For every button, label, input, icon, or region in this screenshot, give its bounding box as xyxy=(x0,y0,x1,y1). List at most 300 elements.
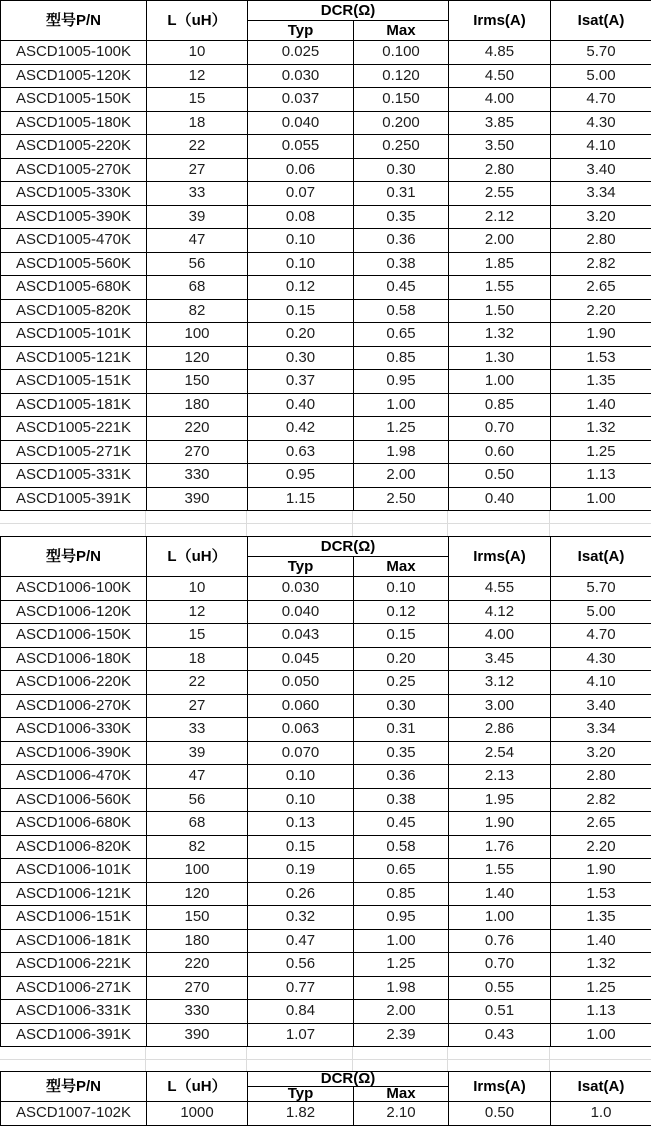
irms-cell: 0.50 xyxy=(449,464,551,488)
table-row xyxy=(1,276,651,300)
irms-cell: 3.45 xyxy=(449,647,551,671)
dcr-typ-cell: 1.07 xyxy=(248,1023,354,1047)
part-number-cell: ASCD1005-120K xyxy=(1,64,147,88)
dcr-max-cell: 0.12 xyxy=(354,600,449,624)
dcr-typ-cell: 0.025 xyxy=(248,41,354,65)
table-row xyxy=(1,953,651,977)
dcr-typ-cell: 0.030 xyxy=(248,64,354,88)
col-header-isat: Isat(A) xyxy=(551,537,651,577)
inductance-cell: 56 xyxy=(147,788,248,812)
table-row xyxy=(1,299,651,323)
irms-cell: 4.00 xyxy=(449,88,551,112)
table-row xyxy=(1,1102,651,1126)
irms-cell: 0.70 xyxy=(449,953,551,977)
table-row xyxy=(1,205,651,229)
isat-cell: 3.20 xyxy=(551,205,651,229)
irms-cell: 1.85 xyxy=(449,252,551,276)
dcr-max-cell: 0.30 xyxy=(354,694,449,718)
inductance-cell: 120 xyxy=(147,346,248,370)
dcr-typ-cell: 0.42 xyxy=(248,417,354,441)
dcr-max-cell: 0.15 xyxy=(354,624,449,648)
inductance-cell: 1000 xyxy=(147,1102,248,1126)
part-number-cell: ASCD1007-102K xyxy=(1,1102,147,1126)
table-row xyxy=(1,1023,651,1047)
isat-cell: 1.90 xyxy=(551,859,651,883)
dcr-max-cell: 0.85 xyxy=(354,346,449,370)
dcr-typ-cell: 0.063 xyxy=(248,718,354,742)
isat-cell: 3.40 xyxy=(551,158,651,182)
dcr-typ-cell: 0.32 xyxy=(248,906,354,930)
isat-cell: 1.40 xyxy=(551,929,651,953)
dcr-typ-cell: 0.070 xyxy=(248,741,354,765)
irms-cell: 1.76 xyxy=(449,835,551,859)
part-number-cell: ASCD1005-330K xyxy=(1,182,147,206)
part-number-cell: ASCD1005-270K xyxy=(1,158,147,182)
part-number-cell: ASCD1005-100K xyxy=(1,41,147,65)
irms-cell: 3.50 xyxy=(449,135,551,159)
isat-cell: 3.34 xyxy=(551,182,651,206)
isat-cell: 4.30 xyxy=(551,111,651,135)
isat-cell: 5.00 xyxy=(551,64,651,88)
isat-cell: 1.25 xyxy=(551,976,651,1000)
irms-cell: 2.00 xyxy=(449,229,551,253)
col-header-irms: Irms(A) xyxy=(449,1,551,41)
dcr-typ-cell: 0.037 xyxy=(248,88,354,112)
isat-cell: 3.40 xyxy=(551,694,651,718)
dcr-typ-cell: 0.13 xyxy=(248,812,354,836)
dcr-typ-cell: 0.26 xyxy=(248,882,354,906)
dcr-max-cell: 0.20 xyxy=(354,647,449,671)
irms-cell: 0.76 xyxy=(449,929,551,953)
isat-cell: 1.90 xyxy=(551,323,651,347)
irms-cell: 2.13 xyxy=(449,765,551,789)
dcr-max-cell: 0.65 xyxy=(354,859,449,883)
part-number-cell: ASCD1005-390K xyxy=(1,205,147,229)
table-row xyxy=(1,624,651,648)
dcr-typ-cell: 0.95 xyxy=(248,464,354,488)
dcr-max-cell: 0.45 xyxy=(354,276,449,300)
dcr-typ-cell: 0.045 xyxy=(248,647,354,671)
col-header-inductance: L（uH） xyxy=(147,537,248,577)
irms-cell: 4.50 xyxy=(449,64,551,88)
table-row xyxy=(1,1000,651,1024)
dcr-max-cell: 0.38 xyxy=(354,788,449,812)
part-number-cell: ASCD1005-820K xyxy=(1,299,147,323)
table-row xyxy=(1,694,651,718)
col-header-part-number: 型号P/N xyxy=(1,537,147,577)
dcr-typ-cell: 0.060 xyxy=(248,694,354,718)
inductance-cell: 56 xyxy=(147,252,248,276)
col-header-dcr: DCR(Ω) xyxy=(248,1072,449,1087)
isat-cell: 1.53 xyxy=(551,882,651,906)
irms-cell: 1.95 xyxy=(449,788,551,812)
part-number-cell: ASCD1005-151K xyxy=(1,370,147,394)
dcr-typ-cell: 0.84 xyxy=(248,1000,354,1024)
part-number-cell: ASCD1006-390K xyxy=(1,741,147,765)
irms-cell: 2.54 xyxy=(449,741,551,765)
dcr-typ-cell: 0.37 xyxy=(248,370,354,394)
dcr-typ-cell: 0.10 xyxy=(248,788,354,812)
isat-cell: 4.70 xyxy=(551,624,651,648)
irms-cell: 3.12 xyxy=(449,671,551,695)
inductance-cell: 27 xyxy=(147,158,248,182)
table-row xyxy=(1,600,651,624)
dcr-max-cell: 0.85 xyxy=(354,882,449,906)
col-header-inductance: L（uH） xyxy=(147,1072,248,1102)
dcr-max-cell: 2.00 xyxy=(354,1000,449,1024)
part-number-cell: ASCD1006-101K xyxy=(1,859,147,883)
irms-cell: 1.30 xyxy=(449,346,551,370)
dcr-max-cell: 1.98 xyxy=(354,976,449,1000)
dcr-typ-cell: 0.040 xyxy=(248,600,354,624)
table-gap xyxy=(0,511,651,536)
isat-cell: 2.65 xyxy=(551,276,651,300)
inductance-cell: 180 xyxy=(147,929,248,953)
col-header-part-number: 型号P/N xyxy=(1,1072,147,1102)
table-row xyxy=(1,765,651,789)
dcr-typ-cell: 0.19 xyxy=(248,859,354,883)
dcr-typ-cell: 0.40 xyxy=(248,393,354,417)
part-number-cell: ASCD1005-271K xyxy=(1,440,147,464)
dcr-typ-cell: 0.56 xyxy=(248,953,354,977)
dcr-max-cell: 0.36 xyxy=(354,765,449,789)
col-header-inductance: L（uH） xyxy=(147,1,248,41)
isat-cell: 1.0 xyxy=(551,1102,651,1126)
part-number-cell: ASCD1005-101K xyxy=(1,323,147,347)
part-number-cell: ASCD1006-470K xyxy=(1,765,147,789)
table-row xyxy=(1,812,651,836)
part-number-cell: ASCD1005-181K xyxy=(1,393,147,417)
isat-cell: 1.40 xyxy=(551,393,651,417)
isat-cell: 1.35 xyxy=(551,370,651,394)
dcr-max-cell: 2.50 xyxy=(354,487,449,511)
inductance-cell: 27 xyxy=(147,694,248,718)
dcr-max-cell: 0.150 xyxy=(354,88,449,112)
part-number-cell: ASCD1006-220K xyxy=(1,671,147,695)
isat-cell: 1.35 xyxy=(551,906,651,930)
irms-cell: 4.55 xyxy=(449,577,551,601)
irms-cell: 1.55 xyxy=(449,276,551,300)
table-gap xyxy=(0,1047,651,1071)
dcr-typ-cell: 0.47 xyxy=(248,929,354,953)
dcr-typ-cell: 0.050 xyxy=(248,671,354,695)
irms-cell: 0.55 xyxy=(449,976,551,1000)
part-number-cell: ASCD1005-221K xyxy=(1,417,147,441)
dcr-typ-cell: 0.12 xyxy=(248,276,354,300)
irms-cell: 1.40 xyxy=(449,882,551,906)
irms-cell: 0.70 xyxy=(449,417,551,441)
dcr-max-cell: 1.00 xyxy=(354,393,449,417)
irms-cell: 2.55 xyxy=(449,182,551,206)
dcr-typ-cell: 0.08 xyxy=(248,205,354,229)
inductance-cell: 12 xyxy=(147,600,248,624)
table-row xyxy=(1,671,651,695)
table-row xyxy=(1,41,651,65)
part-number-cell: ASCD1005-470K xyxy=(1,229,147,253)
part-number-cell: ASCD1005-121K xyxy=(1,346,147,370)
isat-cell: 5.70 xyxy=(551,41,651,65)
dcr-typ-cell: 0.63 xyxy=(248,440,354,464)
part-number-cell: ASCD1006-680K xyxy=(1,812,147,836)
irms-cell: 0.40 xyxy=(449,487,551,511)
isat-cell: 2.80 xyxy=(551,229,651,253)
part-number-cell: ASCD1006-820K xyxy=(1,835,147,859)
inductance-cell: 120 xyxy=(147,882,248,906)
part-number-cell: ASCD1006-120K xyxy=(1,600,147,624)
header-row-1 xyxy=(1,1072,651,1087)
table-row xyxy=(1,464,651,488)
dcr-typ-cell: 0.10 xyxy=(248,252,354,276)
part-number-cell: ASCD1006-150K xyxy=(1,624,147,648)
table-row xyxy=(1,135,651,159)
inductance-cell: 330 xyxy=(147,464,248,488)
isat-cell: 2.65 xyxy=(551,812,651,836)
isat-cell: 1.13 xyxy=(551,1000,651,1024)
table-row xyxy=(1,393,651,417)
inductance-cell: 330 xyxy=(147,1000,248,1024)
part-number-cell: ASCD1006-221K xyxy=(1,953,147,977)
inductance-cell: 390 xyxy=(147,487,248,511)
dcr-max-cell: 0.35 xyxy=(354,205,449,229)
part-number-cell: ASCD1006-331K xyxy=(1,1000,147,1024)
dcr-typ-cell: 1.15 xyxy=(248,487,354,511)
isat-cell: 5.70 xyxy=(551,577,651,601)
dcr-typ-cell: 0.15 xyxy=(248,299,354,323)
inductance-cell: 15 xyxy=(147,624,248,648)
dcr-max-cell: 1.25 xyxy=(354,953,449,977)
col-header-dcr-max: Max xyxy=(354,1087,449,1102)
col-header-dcr: DCR(Ω) xyxy=(248,537,449,557)
irms-cell: 3.85 xyxy=(449,111,551,135)
part-number-cell: ASCD1006-270K xyxy=(1,694,147,718)
dcr-max-cell: 1.25 xyxy=(354,417,449,441)
table-row xyxy=(1,882,651,906)
dcr-typ-cell: 0.06 xyxy=(248,158,354,182)
table-row xyxy=(1,859,651,883)
irms-cell: 2.12 xyxy=(449,205,551,229)
inductance-cell: 180 xyxy=(147,393,248,417)
dcr-typ-cell: 0.20 xyxy=(248,323,354,347)
inductance-cell: 100 xyxy=(147,323,248,347)
spec-table-ascd1006 xyxy=(0,536,651,1047)
inductance-cell: 270 xyxy=(147,976,248,1000)
irms-cell: 1.55 xyxy=(449,859,551,883)
dcr-max-cell: 0.36 xyxy=(354,229,449,253)
table-row xyxy=(1,417,651,441)
col-header-irms: Irms(A) xyxy=(449,537,551,577)
inductance-cell: 150 xyxy=(147,370,248,394)
inductance-cell: 33 xyxy=(147,182,248,206)
dcr-max-cell: 0.58 xyxy=(354,835,449,859)
table-row xyxy=(1,718,651,742)
irms-cell: 0.51 xyxy=(449,1000,551,1024)
inductance-cell: 10 xyxy=(147,577,248,601)
col-header-irms: Irms(A) xyxy=(449,1072,551,1102)
part-number-cell: ASCD1006-121K xyxy=(1,882,147,906)
dcr-max-cell: 0.65 xyxy=(354,323,449,347)
part-number-cell: ASCD1006-181K xyxy=(1,929,147,953)
part-number-cell: ASCD1005-680K xyxy=(1,276,147,300)
irms-cell: 1.90 xyxy=(449,812,551,836)
isat-cell: 3.34 xyxy=(551,718,651,742)
irms-cell: 2.80 xyxy=(449,158,551,182)
dcr-typ-cell: 0.055 xyxy=(248,135,354,159)
table-row xyxy=(1,976,651,1000)
inductance-cell: 22 xyxy=(147,135,248,159)
table-row xyxy=(1,323,651,347)
part-number-cell: ASCD1005-220K xyxy=(1,135,147,159)
inductance-cell: 82 xyxy=(147,299,248,323)
irms-cell: 1.32 xyxy=(449,323,551,347)
col-header-dcr-typ: Typ xyxy=(248,21,354,41)
dcr-max-cell: 0.31 xyxy=(354,718,449,742)
part-number-cell: ASCD1006-100K xyxy=(1,577,147,601)
dcr-max-cell: 0.95 xyxy=(354,370,449,394)
col-header-isat: Isat(A) xyxy=(551,1072,651,1102)
inductance-cell: 18 xyxy=(147,647,248,671)
table-row xyxy=(1,487,651,511)
dcr-max-cell: 0.38 xyxy=(354,252,449,276)
table-row xyxy=(1,788,651,812)
isat-cell: 1.00 xyxy=(551,1023,651,1047)
dcr-max-cell: 0.250 xyxy=(354,135,449,159)
isat-cell: 2.20 xyxy=(551,299,651,323)
dcr-max-cell: 0.95 xyxy=(354,906,449,930)
irms-cell: 1.00 xyxy=(449,906,551,930)
dcr-max-cell: 0.200 xyxy=(354,111,449,135)
table-row xyxy=(1,906,651,930)
inductance-cell: 68 xyxy=(147,276,248,300)
irms-cell: 0.60 xyxy=(449,440,551,464)
dcr-max-cell: 1.98 xyxy=(354,440,449,464)
part-number-cell: ASCD1005-180K xyxy=(1,111,147,135)
dcr-max-cell: 0.25 xyxy=(354,671,449,695)
irms-cell: 1.50 xyxy=(449,299,551,323)
isat-cell: 2.80 xyxy=(551,765,651,789)
dcr-max-cell: 2.00 xyxy=(354,464,449,488)
table-row xyxy=(1,64,651,88)
dcr-typ-cell: 0.15 xyxy=(248,835,354,859)
table-row xyxy=(1,111,651,135)
table-row xyxy=(1,252,651,276)
col-header-dcr: DCR(Ω) xyxy=(248,1,449,21)
dcr-max-cell: 0.100 xyxy=(354,41,449,65)
dcr-typ-cell: 0.030 xyxy=(248,577,354,601)
isat-cell: 4.30 xyxy=(551,647,651,671)
table-row xyxy=(1,88,651,112)
col-header-part-number: 型号P/N xyxy=(1,1,147,41)
part-number-cell: ASCD1006-180K xyxy=(1,647,147,671)
isat-cell: 1.32 xyxy=(551,417,651,441)
part-number-cell: ASCD1005-150K xyxy=(1,88,147,112)
isat-cell: 4.10 xyxy=(551,671,651,695)
dcr-typ-cell: 0.07 xyxy=(248,182,354,206)
irms-cell: 0.85 xyxy=(449,393,551,417)
isat-cell: 1.25 xyxy=(551,440,651,464)
inductance-cell: 100 xyxy=(147,859,248,883)
col-header-dcr-max: Max xyxy=(354,557,449,577)
irms-cell: 0.50 xyxy=(449,1102,551,1126)
dcr-max-cell: 0.45 xyxy=(354,812,449,836)
dcr-max-cell: 0.35 xyxy=(354,741,449,765)
col-header-dcr-typ: Typ xyxy=(248,557,354,577)
part-number-cell: ASCD1006-560K xyxy=(1,788,147,812)
inductance-cell: 270 xyxy=(147,440,248,464)
inductance-cell: 390 xyxy=(147,1023,248,1047)
irms-cell: 0.43 xyxy=(449,1023,551,1047)
dcr-max-cell: 2.39 xyxy=(354,1023,449,1047)
col-header-isat: Isat(A) xyxy=(551,1,651,41)
inductance-cell: 82 xyxy=(147,835,248,859)
isat-cell: 2.82 xyxy=(551,788,651,812)
isat-cell: 1.53 xyxy=(551,346,651,370)
inductance-cell: 47 xyxy=(147,229,248,253)
inductance-cell: 220 xyxy=(147,953,248,977)
dcr-typ-cell: 0.043 xyxy=(248,624,354,648)
irms-cell: 4.85 xyxy=(449,41,551,65)
inductance-cell: 150 xyxy=(147,906,248,930)
dcr-typ-cell: 0.10 xyxy=(248,765,354,789)
table-row xyxy=(1,158,651,182)
inductance-cell: 220 xyxy=(147,417,248,441)
table-row xyxy=(1,929,651,953)
header-row-1 xyxy=(1,1,651,21)
isat-cell: 1.00 xyxy=(551,487,651,511)
dcr-max-cell: 0.31 xyxy=(354,182,449,206)
part-number-cell: ASCD1005-331K xyxy=(1,464,147,488)
part-number-cell: ASCD1006-330K xyxy=(1,718,147,742)
isat-cell: 2.20 xyxy=(551,835,651,859)
table-row xyxy=(1,440,651,464)
part-number-cell: ASCD1006-271K xyxy=(1,976,147,1000)
inductance-cell: 22 xyxy=(147,671,248,695)
table-row xyxy=(1,835,651,859)
dcr-typ-cell: 0.040 xyxy=(248,111,354,135)
inductance-cell: 68 xyxy=(147,812,248,836)
part-number-cell: ASCD1006-151K xyxy=(1,906,147,930)
irms-cell: 4.00 xyxy=(449,624,551,648)
table-row xyxy=(1,229,651,253)
spec-table-ascd1005 xyxy=(0,0,651,511)
table-row xyxy=(1,370,651,394)
irms-cell: 1.00 xyxy=(449,370,551,394)
inductance-cell: 12 xyxy=(147,64,248,88)
dcr-max-cell: 0.10 xyxy=(354,577,449,601)
dcr-max-cell: 2.10 xyxy=(354,1102,449,1126)
dcr-typ-cell: 0.10 xyxy=(248,229,354,253)
table-row xyxy=(1,647,651,671)
isat-cell: 1.32 xyxy=(551,953,651,977)
dcr-max-cell: 0.58 xyxy=(354,299,449,323)
inductance-cell: 18 xyxy=(147,111,248,135)
col-header-dcr-typ: Typ xyxy=(248,1087,354,1102)
dcr-max-cell: 0.30 xyxy=(354,158,449,182)
inductance-cell: 39 xyxy=(147,741,248,765)
dcr-typ-cell: 0.77 xyxy=(248,976,354,1000)
inductance-cell: 10 xyxy=(147,41,248,65)
irms-cell: 3.00 xyxy=(449,694,551,718)
header-row-1 xyxy=(1,537,651,557)
dcr-typ-cell: 0.30 xyxy=(248,346,354,370)
part-number-cell: ASCD1005-391K xyxy=(1,487,147,511)
table-row xyxy=(1,577,651,601)
isat-cell: 4.70 xyxy=(551,88,651,112)
table-row xyxy=(1,741,651,765)
dcr-max-cell: 1.00 xyxy=(354,929,449,953)
inductance-cell: 33 xyxy=(147,718,248,742)
inductance-cell: 47 xyxy=(147,765,248,789)
isat-cell: 4.10 xyxy=(551,135,651,159)
